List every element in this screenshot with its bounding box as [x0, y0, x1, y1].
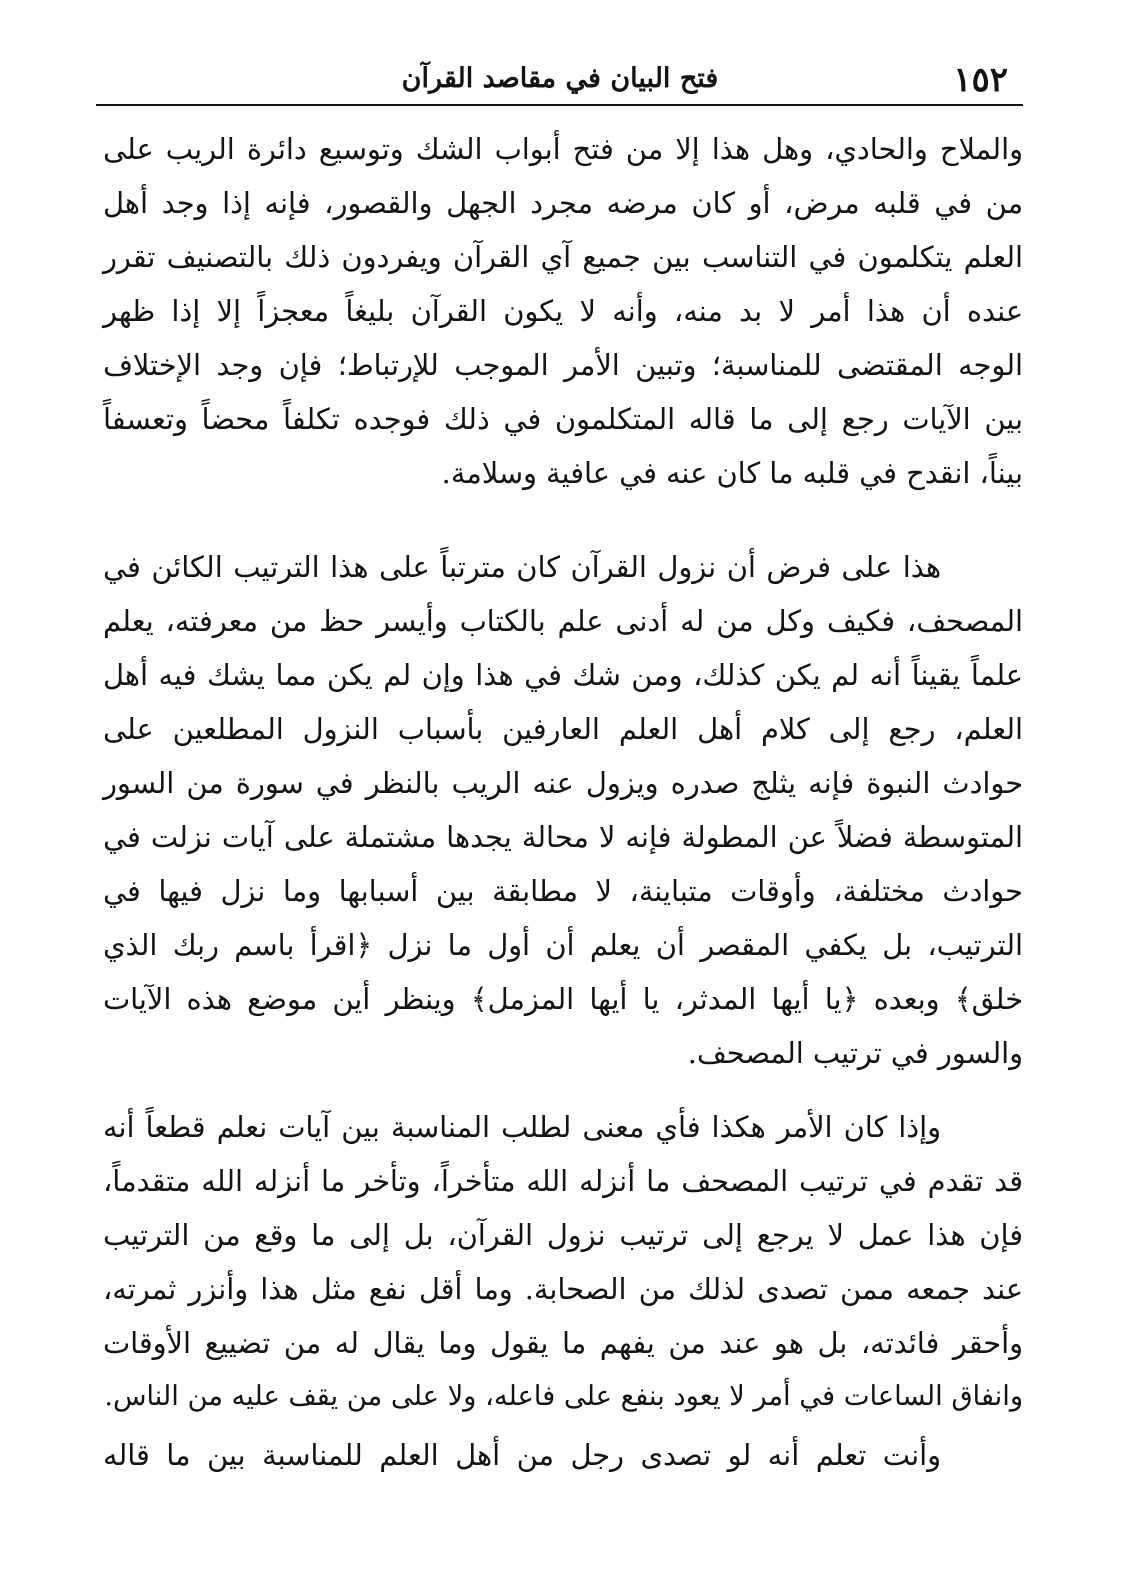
text-line: المتوسطة فضلاً عن المطولة فإنه لا محالة يجدها مشتملة على آيات نزلت في [103, 820, 1023, 854]
paragraph-2 [103, 540, 1023, 1080]
text-line: وإذا كان الأمر هكذا فأي معنى لطلب المناسبة بين آيات نعلم قطعاً أنه [103, 1110, 941, 1144]
text-line: عنده أن هذا أمر لا بد منه، وأنه لا يكون القرآن بليغاً معجزاً إلا إذا ظهر [103, 294, 1023, 328]
header-rule [96, 104, 1023, 106]
text-line: وأنت تعلم أنه لو تصدى رجل من أهل العلم للمناسبة بين ما قاله [103, 1438, 941, 1472]
text-line: الوجه المقتضى للمناسبة؛ وتبين الأمر الموجب للإرتباط؛ فإن وجد الإختلاف [103, 348, 1023, 382]
text-line: حوادث مختلفة، وأوقات متباينة، لا مطابقة بين أسبابها وما نزل فيها في [103, 874, 1023, 908]
page-header [100, 52, 1020, 102]
text-line: وأحقر فائدته، بل هو عند من يفهم ما يقول وما يقال له من تضييع الأوقات [103, 1326, 1023, 1360]
text-line: العلم، رجع إلى كلام أهل العلم العارفين بأسباب النزول المطلعين على [103, 712, 1023, 746]
text-line: علماً يقيناً أنه لم يكن كذلك، ومن شك في هذا وإن لم يكن مما يشك فيه أهل [103, 658, 1023, 692]
text-line: بين الآيات رجع إلى ما قاله المتكلمون في ذلك فوجده تكلفاً محضاً وتعسفاً [103, 402, 1024, 436]
paragraph-4 [103, 1428, 1023, 1482]
text-line: وانفاق الساعات في أمر لا يعود بنفع على فاعله، ولا على من يقف عليه من الناس. [104, 1381, 1023, 1412]
text-line: بيناً، انقدح في قلبه ما كان عنه في عافية وسلامة. [441, 456, 1023, 490]
text-line: خلق﴾ وبعده ﴿يا أيها المدثر، يا أيها المزمل﴾ وينظر أين موضع هذه الآيات [103, 982, 1023, 1016]
page-number: ١٥٢ [953, 60, 1008, 100]
text-line: المصحف، فكيف وكل من له أدنى علم بالكتاب وأيسر حظ من معرفته، يعلم [103, 604, 1023, 638]
text-line: من في قلبه مرض، أو كان مرضه مجرد الجهل والقصور، فإنه إذا وجد أهل [103, 186, 1023, 220]
text-line: قد تقدم في ترتيب المصحف ما أنزله الله متأخراً، وتأخر ما أنزله الله متقدماً، [103, 1164, 1023, 1198]
running-title: فتح البيان في مقاصد القرآن [401, 63, 719, 94]
text-line: حوادث النبوة فإنه يثلج صدره ويزول عنه الريب بالنظر في سورة من السور [103, 766, 1023, 800]
paragraph-1 [103, 122, 1023, 500]
text-line: والملاح والحادي، وهل هذا إلا من فتح أبواب الشك وتوسيع دائرة الريب على [103, 132, 1023, 166]
text-line: والسور في ترتيب المصحف. [687, 1036, 1023, 1070]
text-line: عند جمعه ممن تصدى لذلك من الصحابة. وما أقل نفع مثل هذا وأنزر ثمرته، [103, 1272, 1023, 1306]
paragraph-3 [103, 1100, 1023, 1424]
text-line: هذا على فرض أن نزول القرآن كان مترتباً على هذا الترتيب الكائن في [103, 550, 941, 584]
text-line: الترتيب، بل يكفي المقصر أن يعلم أن أول ما نزل ﴿اقرأ باسم ربك الذي [103, 928, 1023, 962]
text-line: فإن هذا عمل لا يرجع إلى ترتيب نزول القرآن، بل إلى ما وقع من الترتيب [103, 1218, 1023, 1252]
text-line: العلم يتكلمون في التناسب بين جميع آي القرآن ويفردون ذلك بالتصنيف تقرر [103, 240, 1023, 274]
